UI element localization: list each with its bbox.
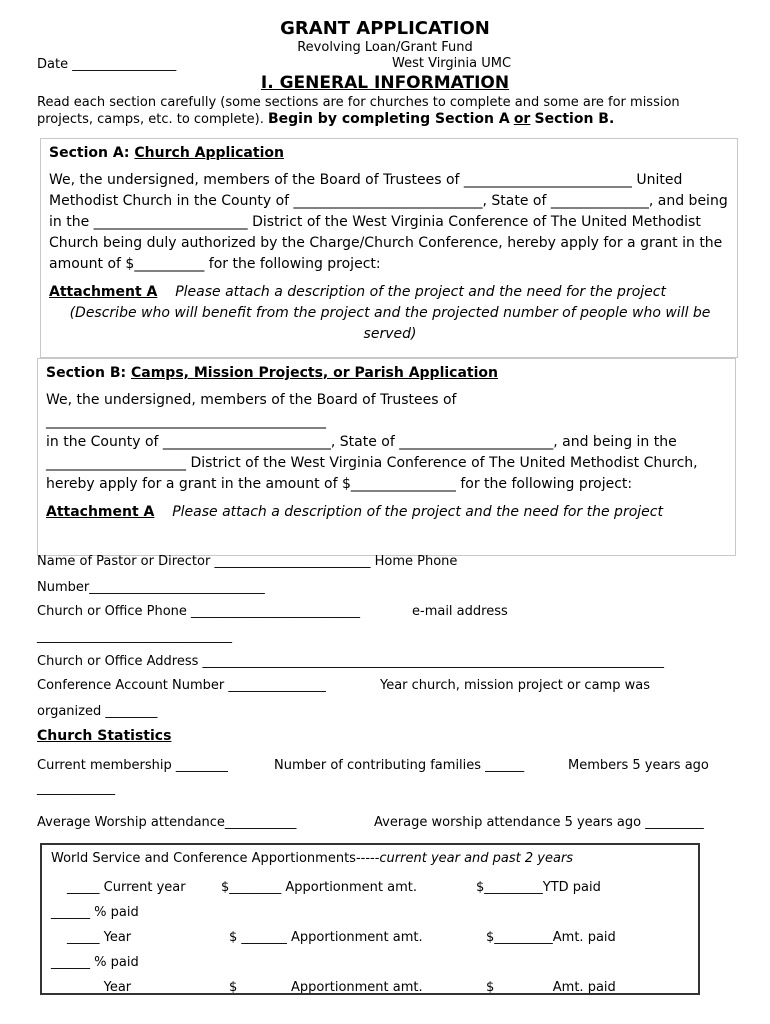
section-b-box [37, 358, 736, 556]
contributing-families-field[interactable]: Number of contributing families ______ [274, 758, 525, 773]
email-label: e-mail address [412, 604, 508, 619]
section-a-box [40, 138, 738, 358]
attachment-a-label: Attachment A [49, 284, 158, 300]
row1-year[interactable]: _____ Current year [67, 880, 186, 895]
conference-account-field[interactable]: Conference Account Number _______________ [37, 678, 326, 693]
pastor-field[interactable]: Name of Pastor or Director ________________________ Home Phone [37, 554, 458, 569]
apportionments-heading-text: World Service and Conference Apportionments----- [51, 851, 380, 866]
apportionments-box [40, 843, 700, 995]
email-field[interactable]: ______________________________ [37, 629, 232, 644]
church-statistics-heading: Church Statistics [37, 728, 172, 744]
members-5-years-label: Members 5 years ago [568, 758, 709, 773]
section-a-title: Church Application [134, 145, 284, 161]
intro-or: or [513, 111, 531, 127]
section-heading: I. GENERAL INFORMATION [260, 73, 510, 93]
attachment-a-text: Please attach a description of the project and the need for the project [175, 284, 666, 300]
row3-apportionment[interactable]: $ _______ Apportionment amt. [229, 980, 423, 995]
section-b-attachment [46, 502, 728, 523]
avg-worship-5-years-field[interactable]: Average worship attendance 5 years ago _________ [374, 815, 704, 830]
row3-year[interactable]: _____ Year [67, 980, 132, 995]
row1-apportionment[interactable]: $________ Apportionment amt. [221, 880, 417, 895]
section-a-heading [49, 143, 731, 164]
row2-year[interactable]: _____ Year [67, 930, 132, 945]
row3-paid[interactable]: $_________Amt. paid [486, 980, 616, 995]
row2-percent[interactable]: ______ % paid [51, 955, 139, 970]
subtitle-fund: Revolving Loan/Grant Fund [297, 40, 473, 55]
subtitle-conference: West Virginia UMC [392, 56, 512, 71]
section-b-line1: We, the undersigned, members of the Board of Trustees of [46, 392, 457, 408]
row2-paid[interactable]: $_________Amt. paid [486, 930, 616, 945]
avg-worship-field[interactable]: Average Worship attendance___________ [37, 815, 297, 830]
section-a-body[interactable]: We, the undersigned, members of the Board of Trustees of ________________________ United Methodist Church in the County of ___________________________, State of ______________, and being in the ______________________ District of the West Virginia Conference of The United Methodist Church being duly authorized by the Charge/Church Conference, hereby apply for a grant in the amount of $__________ for the following project: [49, 172, 728, 272]
section-a-attachment [49, 282, 731, 345]
row1-percent[interactable]: ______ % paid [51, 905, 139, 920]
members-5-years-field[interactable]: ____________ [37, 781, 115, 796]
section-b-title: Camps, Mission Projects, or Parish Application [130, 365, 498, 381]
intro-paragraph [37, 94, 737, 128]
address-field[interactable]: Church or Office Address _______________________________________________________________________ [37, 654, 665, 669]
intro-bold-a: Begin by completing Section A [267, 111, 510, 127]
church-phone-field[interactable]: Church or Office Phone __________________________ [37, 604, 361, 619]
section-b-label: Section B: [46, 365, 127, 381]
attachment-a-text2: (Describe who will benefit from the project and the projected number of people who will be served) [69, 305, 711, 342]
attachment-b-label: Attachment A [46, 504, 155, 520]
section-b-heading [46, 363, 728, 384]
date-field[interactable]: Date ________________ [37, 57, 177, 72]
row1-paid[interactable]: $_________YTD paid [476, 880, 601, 895]
year-organized-label: Year church, mission project or camp was [380, 678, 650, 693]
row2-apportionment[interactable]: $ _______ Apportionment amt. [229, 930, 423, 945]
home-phone-number-field[interactable]: Number___________________________ [37, 580, 265, 595]
intro-text: Read each section carefully (some sections are for churches to complete and some are for mission projects, camps, etc. to complete). [37, 95, 680, 127]
current-membership-field[interactable]: Current membership ________ [37, 758, 228, 773]
section-a-label: Section A: [49, 145, 130, 161]
attachment-b-text: Please attach a description of the project and the need for the project [172, 504, 663, 520]
page-title: GRANT APPLICATION [280, 18, 490, 39]
organized-field[interactable]: organized ________ [37, 704, 158, 719]
section-b-line2[interactable]: ________________________________________ [46, 413, 326, 429]
section-b-body[interactable]: in the County of ________________________, State of ______________________, and being in the ____________________ District of the West Virginia Conference of The United Methodist Church, hereby apply for a grant in the amount of $_______________ for the following project: [46, 434, 698, 492]
apportionments-heading-italic: current year and past 2 years [379, 851, 574, 866]
apportionments-heading [51, 851, 573, 866]
intro-bold-b: Section B. [534, 111, 615, 127]
